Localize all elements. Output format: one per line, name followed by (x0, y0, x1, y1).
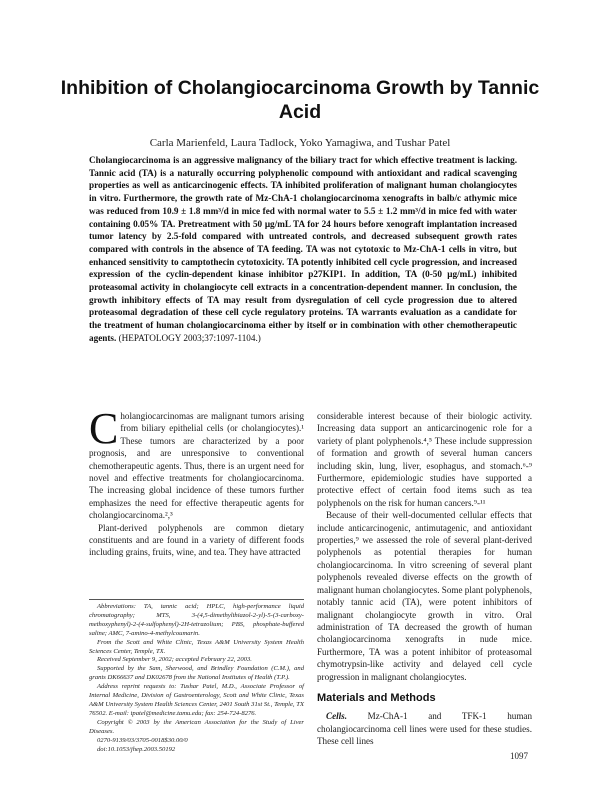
footnote-support: Supported by the Sam, Sherwood, and Brindley Foundation (C.M.), and grants DK66637 and DK02678 from the National Institutes of Health (T.P.). (89, 665, 304, 682)
footnote-divider (89, 599, 304, 600)
intro-paragraph-2: Plant-derived polyphenols are common dietary constituents and are found in a variety of different foods including grains, fruits, wine, and tea. They have attracted (89, 522, 304, 558)
intro-paragraph-1 (89, 404, 304, 522)
intro-paragraph-3: considerable interest because of their biologic activity. Increasing data support an anticarcinogenic role for a variety of plant polyphenols.⁴,⁵ These include suppression of formation and growth of several human cancers including skin, lung, liver, esophagus, and stomach.⁶-⁹ Furthermore, epidemiologic studies have supported a protective effect of certain food items such as tea polyphenols on the risk for human cancers.⁹-¹¹ (317, 411, 532, 508)
article-title: Inhibition of Cholangiocarcinoma Growth by Tannic Acid (60, 77, 540, 123)
abstract-citation: (HEPATOLOGY 2003;37:1097-1104.) (118, 332, 261, 343)
footnote-abbreviations: Abbreviations: TA, tannic acid; HPLC, high-performance liquid chromatography; MTS, 3-(4,5-dimethylthiazol-2-yl)-5-(3-carboxy-methoxyphenyl)-2-(4-sulfophenyl)-2H-tetrazolium; PBS, phosphate-buffered saline; AMC, 7-amino-4-methylcoumarin. (89, 603, 304, 637)
abstract (89, 154, 517, 345)
left-column (89, 404, 304, 559)
footnote-affiliation: From the Scott and White Clinic, Texas A&M University System Health Sciences Center, Temple, TX. (89, 638, 304, 655)
section-heading-methods: Materials and Methods (317, 691, 436, 704)
footnote-issn: 0270-9139/03/3705-0018$30.00/0 (97, 736, 188, 744)
cells-subheading: Cells. (326, 711, 347, 722)
footnote-doi: doi:10.1053/jhep.2003.50192 (97, 745, 176, 753)
footnote-copyright: Copyright © 2003 by the American Association for the Study of Liver Diseases. (89, 718, 304, 735)
methods-cells-paragraph (317, 710, 532, 747)
author-list: Carla Marienfeld, Laura Tadlock, Yoko Yamagiwa, and Tushar Patel (149, 137, 451, 149)
right-column (317, 410, 532, 748)
intro-paragraph-1-text: holangiocarcinomas are malignant tumors arising from biliary epithelial cells (or cholangiocytes).¹ These tumors are characterized by a poor prognosis, and are unresponsive to conventional chemotherapeutic agents. Thus, there is an urgent need for novel and effective treatments for cholangiocarcinoma. The increasing global incidence of these tumors further emphasizes the need for effective therapeutic agents for cholangiocarcinoma.²,³ (89, 411, 304, 521)
drop-cap: C (89, 404, 119, 453)
intro-paragraph-4: Because of their well-documented cellular effects that include anticarcinogenic, antimutagenic, and antioxidant properties,⁹ we assessed the role of several plant-derived polyphenols as potential therapies for human cholangiocarcinoma. In vitro screening of several plant polyphenols revealed diverse effects on the growth of malignant human cholangiocytes. Some plant polyphenols, notably tannic acid (TA), were potent inhibitors of malignant cholangiocyte growth in vitro. Oral administration of TA decreased the growth of human cholangiocarcinoma xenografts in nude mice. Furthermore, TA was a potent inhibitor of proteasomal chymotrypsin-like activity and delayed cell cycle progression in malignant cholangiocytes. (317, 510, 532, 682)
abstract-text: Cholangiocarcinoma is an aggressive malignancy of the biliary tract for which effective treatment is lacking. Tannic acid (TA) is a naturally occurring polyphenolic compound with antioxidant and radical scavenging properties as well as anticarcinogenic effects. TA inhibited proliferation of malignant human cholangiocytes in vitro. Furthermore, the growth rate of Mz-ChA-1 cholangiocarcinoma xenografts in balb/c athymic mice was reduced from 10.9 ± 1.8 mm³/d in mice fed with normal water to 5.5 ± 1.2 mm³/d in mice fed with water containing 0.05% TA. Pretreatment with 50 μg/mL TA for 24 hours before xenograft implantation increased tumor latency by 2.5-fold compared with untreated controls, and decreased subsequent growth rates compared with controls in the absence of TA feeding. TA was not cytotoxic to Mz-ChA-1 cells in vitro, but enhanced sensitivity to camptothecin cytotoxicity. TA potently inhibited cell cycle progression, and increased expression of the cyclin-dependent kinase inhibitor p27KIP1. In addition, TA (0-50 μg/mL) inhibited proteasomal activity in cholangiocyte cell extracts in a concentration-dependent manner. In conclusion, the growth inhibitory effects of TA may result from dysregulation of cell cycle progression due to altered proteasomal degradation of these cell cycle regulatory proteins. TA warrants evaluation as a candidate for the treatment of human cholangiocarcinoma either by itself or in combination with other chemotherapeutic agents. (89, 155, 517, 343)
footnote-received: Received September 9, 2002; accepted February 22, 2003. (97, 656, 252, 664)
page-number: 1097 (510, 751, 528, 761)
cells-text: Mz-ChA-1 and TFK-1 human cholangiocarcinoma cell lines were used for these studies. These cell lines (317, 711, 532, 747)
footnotes (89, 603, 304, 754)
footnote-reprints: Address reprint requests to: Tushar Patel, M.D., Associate Professor of Internal Medicine, Division of Gastroenterology, Scott and White Clinic, Texas A&M University System Health Sciences Center, 2401 South 31st St., Temple, TX 76502. E-mail: tpatel@medicine.tamu.edu; fax: 254-724-8276. (89, 683, 304, 717)
